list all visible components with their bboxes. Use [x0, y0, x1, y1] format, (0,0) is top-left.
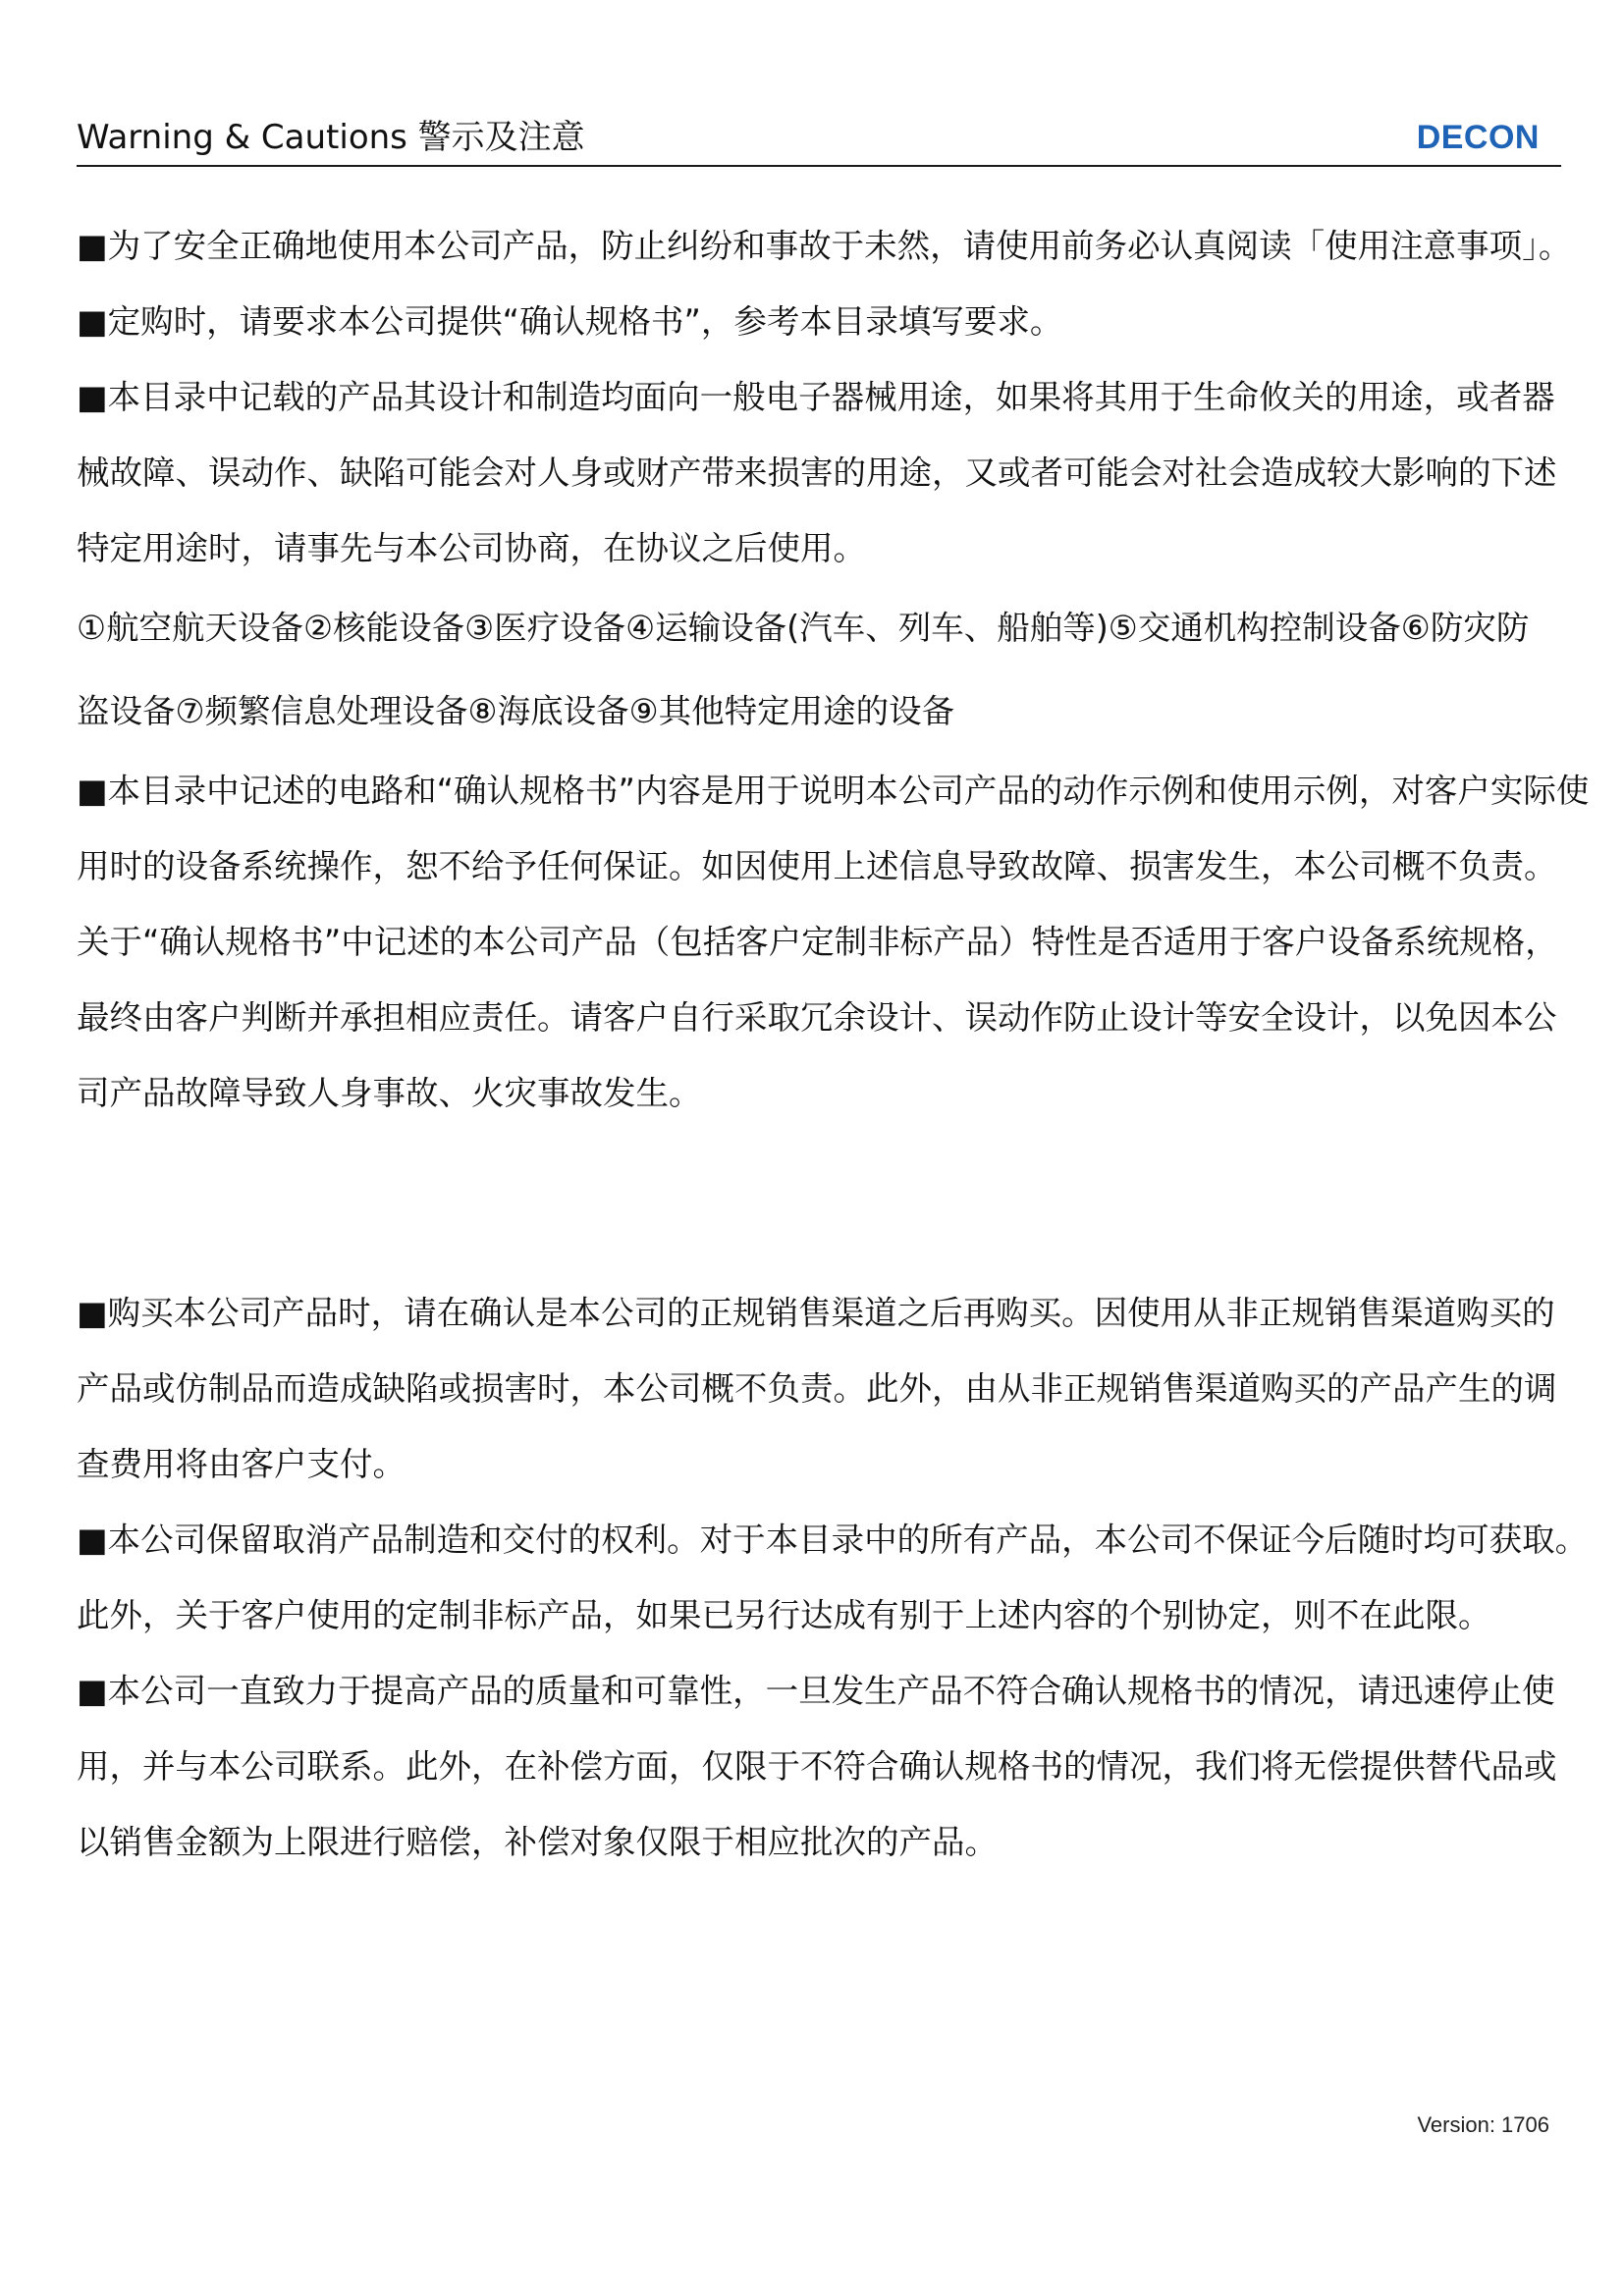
- notice-line: 查费用将由客户支付。: [77, 1445, 406, 1483]
- device-list-line: 盗设备⑦频繁信息处理设备⑧海底设备⑨其他特定用途的设备: [77, 692, 955, 730]
- notice-line: ■本公司一直致力于提高产品的质量和可靠性，一旦发生产品不符合确认规格书的情况，请迅速停止使: [77, 1672, 1555, 1710]
- notice-line: ■定购时，请要求本公司提供“确认规格书”，参考本目录填写要求。: [77, 302, 1063, 341]
- notice-line: 此外，关于客户使用的定制非标产品，如果已另行达成有别于上述内容的个别协定，则不在此限。: [77, 1596, 1491, 1634]
- page-header: [77, 110, 1561, 167]
- page-title: Warning & Cautions 警示及注意: [77, 118, 585, 157]
- notice-line: 特定用途时，请事先与本公司协商，在协议之后使用。: [77, 529, 866, 567]
- notice-line: 关于“确认规格书”中记述的本公司产品（包括客户定制非标产品）特性是否适用于客户设备系统规格，: [77, 923, 1558, 961]
- version-label: Version: 1706: [1417, 2112, 1549, 2137]
- notice-line: 最终由客户判断并承担相应责任。请客户自行采取冗余设计、误动作防止设计等安全设计，以免因本公: [77, 998, 1557, 1037]
- notice-section-2: [77, 1275, 1589, 1880]
- notice-line: ■本目录中记述的电路和“确认规格书”内容是用于说明本公司产品的动作示例和使用示例，对客户实际使: [77, 772, 1590, 810]
- notice-line: ■本公司保留取消产品制造和交付的权利。对于本目录中的所有产品，本公司不保证今后随时均可获取。: [77, 1521, 1589, 1559]
- notice-line: ■为了安全正确地使用本公司产品，防止纠纷和事故于未然，请使用前务必认真阅读「使用注意事项」。: [77, 227, 1572, 265]
- notice-line: 以销售金额为上限进行赔偿，补偿对象仅限于相应批次的产品。: [77, 1823, 998, 1861]
- notice-line: 用时的设备系统操作，恕不给予任何保证。如因使用上述信息导致故障、损害发生，本公司概不负责。: [77, 847, 1557, 885]
- notice-section-1: [77, 208, 1590, 1131]
- notice-line: ■本目录中记载的产品其设计和制造均面向一般电子器械用途，如果将其用于生命攸关的用途，或者器: [77, 378, 1555, 416]
- device-list-line: ①航空航天设备②核能设备③医疗设备④运输设备(汽车、列车、船舶等)⑤交通机构控制设备⑥防灾防: [77, 609, 1530, 647]
- notice-line: ■购买本公司产品时，请在确认是本公司的正规销售渠道之后再购买。因使用从非正规销售渠道购买的: [77, 1294, 1555, 1332]
- notice-line: 产品或仿制品而造成缺陷或损害时，本公司概不负责。此外，由从非正规销售渠道购买的产品产生的调: [77, 1369, 1557, 1408]
- notice-line: 司产品故障导致人身事故、火灾事故发生。: [77, 1074, 702, 1112]
- brand-logo-text: DECON: [1416, 119, 1540, 156]
- notice-line: 械故障、误动作、缺陷可能会对人身或财产带来损害的用途，又或者可能会对社会造成较大影响的下述: [77, 454, 1557, 492]
- notice-line: 用，并与本公司联系。此外，在补偿方面，仅限于不符合确认规格书的情况，我们将无偿提供替代品或: [77, 1747, 1557, 1786]
